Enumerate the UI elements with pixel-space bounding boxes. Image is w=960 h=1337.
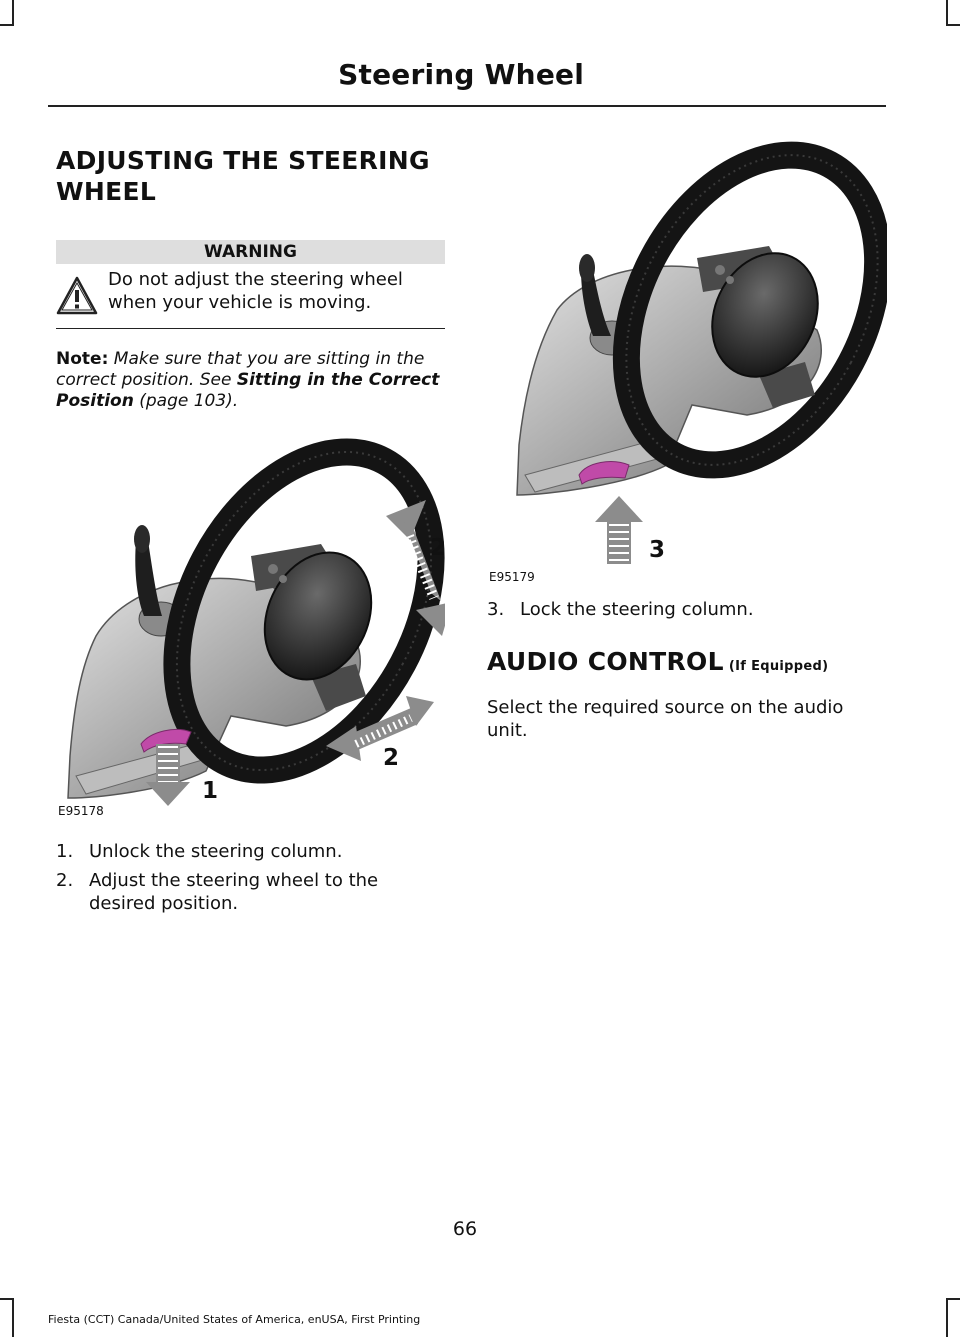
footer-text: Fiesta (CCT) Canada/United States of America, enUSA, First Printing xyxy=(48,1313,421,1326)
note-page-ref: (page 103). xyxy=(133,391,239,411)
right-column xyxy=(487,140,887,742)
step-text: Lock the steering column. xyxy=(520,599,754,620)
crop-mark xyxy=(946,0,948,26)
crop-mark xyxy=(12,1298,14,1337)
crop-mark xyxy=(12,0,14,26)
steering-column-illustration xyxy=(56,426,445,826)
step-number: 2. xyxy=(56,870,74,891)
lock-arrow xyxy=(595,496,643,564)
audio-title-suffix: (If Equipped) xyxy=(728,659,829,674)
crop-mark xyxy=(0,1298,14,1300)
figure-steering-adjust xyxy=(56,426,445,826)
crop-mark xyxy=(946,1298,948,1337)
callout-3: 3 xyxy=(649,537,666,563)
audio-title: AUDIO CONTROL xyxy=(487,647,724,676)
figure-code: E95178 xyxy=(58,804,104,818)
warning-triangle-icon xyxy=(56,276,98,316)
note-label: Note: xyxy=(56,349,109,369)
running-header-title: Steering Wheel xyxy=(338,58,584,91)
crop-mark xyxy=(946,1298,960,1300)
section-title-audio xyxy=(487,647,887,676)
page-number: 66 xyxy=(452,1218,478,1240)
crop-mark xyxy=(0,24,14,26)
callout-1: 1 xyxy=(202,778,219,804)
list-item xyxy=(56,840,445,863)
steps-list xyxy=(56,840,445,915)
step-3 xyxy=(487,598,887,621)
section-title-line1: ADJUSTING THE STEERING xyxy=(56,146,430,175)
list-item xyxy=(56,869,445,915)
figure-steering-lock xyxy=(487,140,887,586)
section-title-line2: WHEEL xyxy=(56,177,157,206)
header-rule xyxy=(48,105,886,107)
warning-rule xyxy=(56,328,445,329)
warning-label: WARNING xyxy=(56,240,445,264)
note-text: Make sure that you are sitting in the correct position. See xyxy=(56,349,425,390)
step-text: Adjust the steering wheel to the desired position. xyxy=(89,870,379,914)
figure-code: E95179 xyxy=(489,570,535,584)
audio-paragraph: Select the required source on the audio unit. xyxy=(487,697,844,741)
note-link[interactable]: Sitting in the Correct Position xyxy=(56,370,440,411)
section-title-adjusting xyxy=(56,145,445,207)
note-paragraph xyxy=(56,349,445,412)
crop-mark xyxy=(946,24,960,26)
step-number: 1. xyxy=(56,841,74,862)
step-number: 3. xyxy=(487,599,505,620)
callout-2-upper: 2 xyxy=(430,535,445,561)
warning-box xyxy=(56,264,445,328)
warning-text: Do not adjust the steering wheel when your vehicle is moving. xyxy=(108,269,403,313)
step-text: Unlock the steering column. xyxy=(89,841,343,862)
left-column xyxy=(56,145,445,921)
steering-column-illustration xyxy=(487,140,887,570)
callout-2-lower: 2 xyxy=(383,745,400,771)
